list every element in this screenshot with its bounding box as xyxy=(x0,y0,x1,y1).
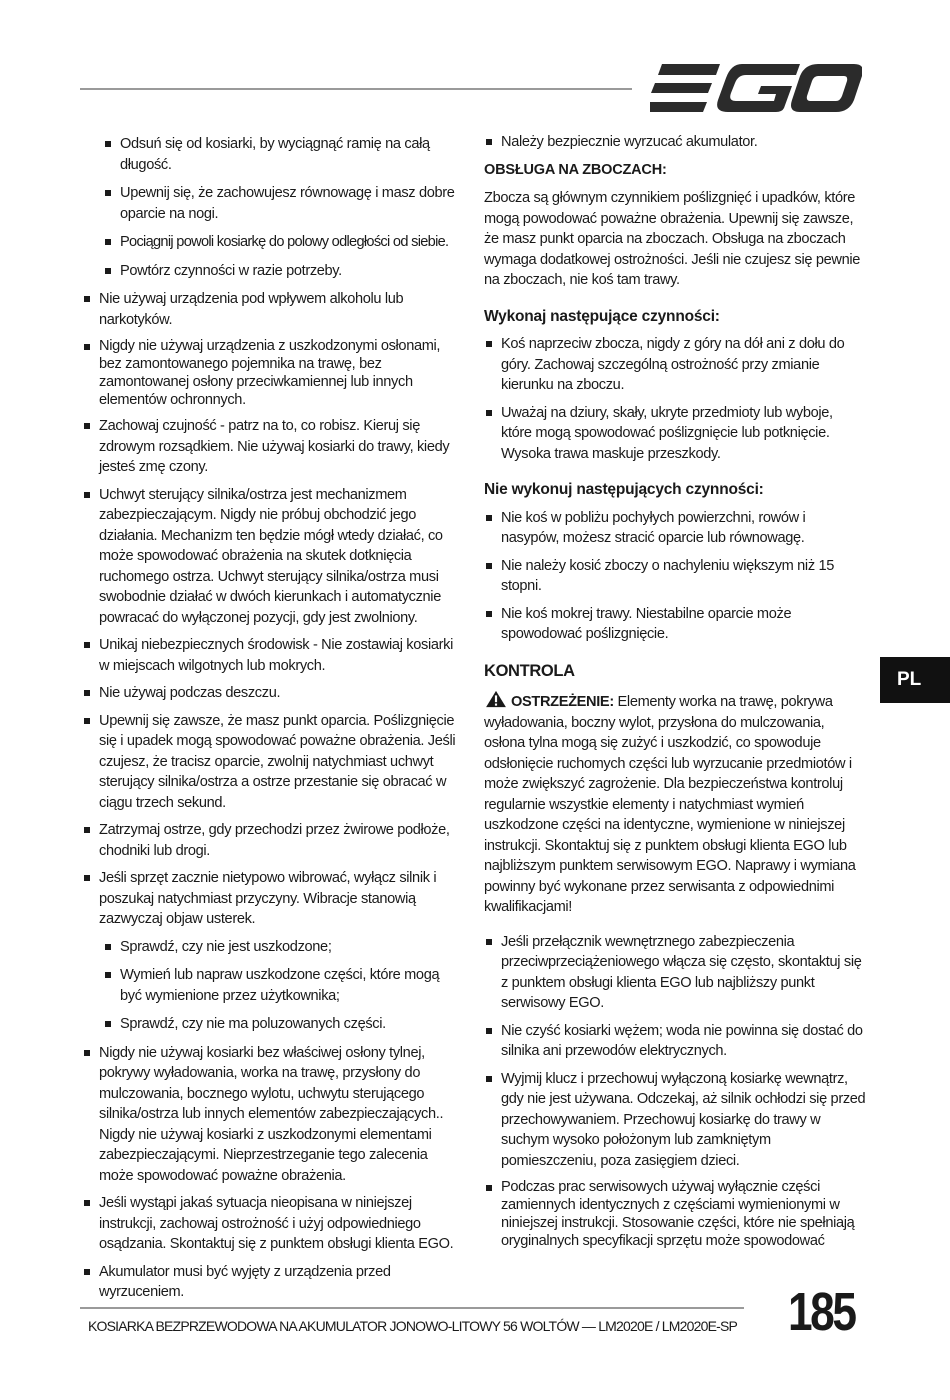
list-item: Należy bezpiecznie wyrzucać akumulator. xyxy=(484,132,866,153)
warning-triangle-icon xyxy=(484,690,508,708)
list-item: Pociągnij powoli kosiarkę do polowy odległości od siebie. xyxy=(103,232,460,253)
control-heading: KONTROLA xyxy=(484,661,575,680)
list-item: Sprawdź, czy nie ma poluzowanych części. xyxy=(103,1014,460,1035)
list-item: Uważaj na dziury, skały, ukryte przedmioty lub wyboje, które mogą spowodować poślizgnięcie lub potknięcie. Wysoka trawa maskuje przeszkody. xyxy=(484,403,866,465)
language-tab: PL xyxy=(880,657,950,703)
list-item: Wyjmij klucz i przechowuj wyłączoną kosiarkę wewnątrz, gdy nie jest używana. Odczekaj, aż silnik ochłodzi się przed przechowywaniem. Przechowuj kosiarkę do trawy w suchym wysoko położonym lub zamkniętym pomieszczeniu, poza zasięgiem dzieci. xyxy=(484,1069,866,1172)
top-list xyxy=(484,132,866,153)
list-item: Jeśli wystąpi jakaś sytuacja nieopisana w niniejszej instrukcji, zachowaj ostrożność i użyj odpowiedniego osądzania. Skontaktuj się z punktem obsługi klienta EGO. xyxy=(82,1193,460,1255)
right-column xyxy=(484,132,866,1257)
list-item: Zatrzymaj ostrze, gdy przechodzi przez żwirowe podłoże, chodniki lub drogi. xyxy=(82,820,460,861)
list-item: Jeśli przełącznik wewnętrznego zabezpieczenia przeciwprzeciążeniowego włącza się często, skontaktuj się z punktem obsługi klienta EGO lub najbliższy punkt serwisowy EGO. xyxy=(484,932,866,1014)
list-item: Odsuń się od kosiarki, by wyciągnąć ramię na całą długość. xyxy=(103,134,460,175)
header-rule xyxy=(80,88,632,90)
list-item: Nie koś mokrej trawy. Niestabilne oparcie może spowodować poślizgnięcie. xyxy=(484,604,866,645)
page-number: 185 xyxy=(788,1282,855,1342)
list-item: Koś naprzeciw zbocza, nigdy z góry na dół ani z dołu do góry. Zachowaj szczególną ostrożność przy zmianie kierunku na zboczu. xyxy=(484,334,866,396)
list-item: Wymień lub napraw uszkodzone części, które mogą być wymienione przez użytkownika; xyxy=(103,965,460,1006)
list-item: Nigdy nie używaj urządzenia z uszkodzonymi osłonami, bez zamontowanego pojemnika na trawę, bez zamontowanej osłony przeciwkamiennej lub innych elementów ochronnych. xyxy=(82,337,460,409)
sub-list-a xyxy=(103,134,460,281)
warning-label: OSTRZEŻENIE: xyxy=(511,694,614,710)
list-item: Powtórz czynności w razie potrzeby. xyxy=(103,261,460,282)
list-item: Nie używaj urządzenia pod wpływem alkoholu lub narkotyków. xyxy=(82,289,460,330)
sub-list-b xyxy=(103,937,460,1035)
dont-heading: Nie wykonuj następujących czynności: xyxy=(484,481,764,498)
list-item: Upewnij się, że zachowujesz równowagę i masz dobre oparcie na nogi. xyxy=(103,183,460,224)
slopes-heading: OBSŁUGA NA ZBOCZACH: xyxy=(484,161,667,178)
list-item: Unikaj niebezpiecznych środowisk - Nie zostawiaj kosiarki w miejscach wilgotnych lub mokrych. xyxy=(82,635,460,676)
list-item: Uchwyt sterujący silnika/ostrza jest mechanizmem zabezpieczającym. Nigdy nie próbuj obchodzić jego działania. Mechanizm ten będzie mógł wtedy działać, co może spowodować obrażenia na skutek dotknięcia ruchomego ostrza. Uchwyt sterujący silnika/ostrza musi swobodnie działać w dwóch kierunkach i automatycznie powracać do wyłączonej pozycji, gdy jest zwolniony. xyxy=(82,485,460,629)
left-column xyxy=(82,134,460,1310)
ego-logo xyxy=(650,62,862,114)
list-item: Nie należy kosić zboczy o nachyleniu większym niż 15 stopni. xyxy=(484,556,866,597)
footer-rule xyxy=(80,1307,744,1309)
do-list xyxy=(484,334,866,464)
list-item: Zachowaj czujność - patrz na to, co robisz. Kieruj się zdrowym rozsądkiem. Nie używaj kosiarki do trawy, kiedy jesteś zmę czony. xyxy=(82,416,460,478)
do-heading: Wykonaj następujące czynności: xyxy=(484,307,720,325)
list-item: Jeśli sprzęt zacznie nietypowo wibrować, wyłącz silnik i poszukaj natychmiast przyczyny. Wibracje stanowią zazwyczaj objaw usterek. xyxy=(82,868,460,930)
warning-paragraph xyxy=(484,690,866,918)
list-item: Nie czyść kosiarki wężem; woda nie powinna się dostać do silnika ani przewodów elektrycznych. xyxy=(484,1021,866,1062)
list-item: Nigdy nie używaj kosiarki bez właściwej osłony tylnej, pokrywy wyładowania, worka na trawę, przysłony do mulczowania, bocznego wylotu, uchwytu sterującego silnika/ostrza lub innych elementów zabezpieczających.. Nigdy nie używaj kosiarki z uszkodzonymi elementami zabezpieczającymi. Nieprzestrzeganie tego zalecenia może spowodować poważne obrażenia. xyxy=(82,1043,460,1187)
list-a xyxy=(82,289,460,930)
dont-list xyxy=(484,508,866,645)
list-b xyxy=(82,1043,460,1303)
control-list xyxy=(484,932,866,1251)
slopes-paragraph: Zbocza są głównym czynnikiem poślizgnięć i upadków, które mogą powodować poważne obrażenia. Upewnij się zawsze, że masz punkt oparcia na zboczach. Obsługa na zboczach wymaga dodatkowej ostrożności. Jeśli nie czujesz się pewnie na zboczach, nie koś tam trawy. xyxy=(484,190,861,288)
list-item: Akumulator musi być wyjęty z urządzenia przed wyrzuceniem. xyxy=(82,1262,460,1303)
list-item: Podczas prac serwisowych używaj wyłącznie części zamiennych identycznych z częściami wymienionymi w niniejszej instrukcji. Stosowanie części, które nie spełniają oryginalnych specyfikacji sprzętu może spowodować xyxy=(484,1178,866,1250)
list-item: Nie koś w pobliżu pochyłych powierzchni, rowów i nasypów, możesz stracić oparcie lub równowagę. xyxy=(484,508,866,549)
footer-title: KOSIARKA BEZPRZEWODOWA NA AKUMULATOR JONOWO-LITOWY 56 WOLTÓW — LM2020E / LM2020E-SP xyxy=(88,1318,738,1334)
list-item: Sprawdź, czy nie jest uszkodzone; xyxy=(103,937,460,958)
list-item: Nie używaj podczas deszczu. xyxy=(82,683,460,704)
warning-text: Elementy worka na trawę, pokrywa wyładowania, boczny wylot, przysłona do mulczowania, osłona tylna mogą się zużyć i uszkodzić, co spowoduje odsłonięcie ruchomych części lub wyrzucanie przedmiotów i może zwiększyć zagrożenie. Dla bezpieczeństwa kontroluj regularnie wszystkie elementy i natychmiast wymień uszkodzone części na identyczne, wymienione w niniejszej instrukcji. Skontaktuj się z punktem obsługi klienta EGO lub najbliższym punktem serwisowym EGO. Naprawy i wymiana powinny być wykonane przez serwisanta z odpowiednimi kwalifikacjami! xyxy=(484,694,856,915)
list-item: Upewnij się zawsze, że masz punkt oparcia. Poślizgnięcie się i upadek mogą spowodować poważne obrażenia. Jeśli czujesz, że tracisz oparcie, zwolnij natychmiast uchwyt sterujący silnika/ostrza a ostrze przestanie się obracać w ciągu trzech sekund. xyxy=(82,711,460,814)
